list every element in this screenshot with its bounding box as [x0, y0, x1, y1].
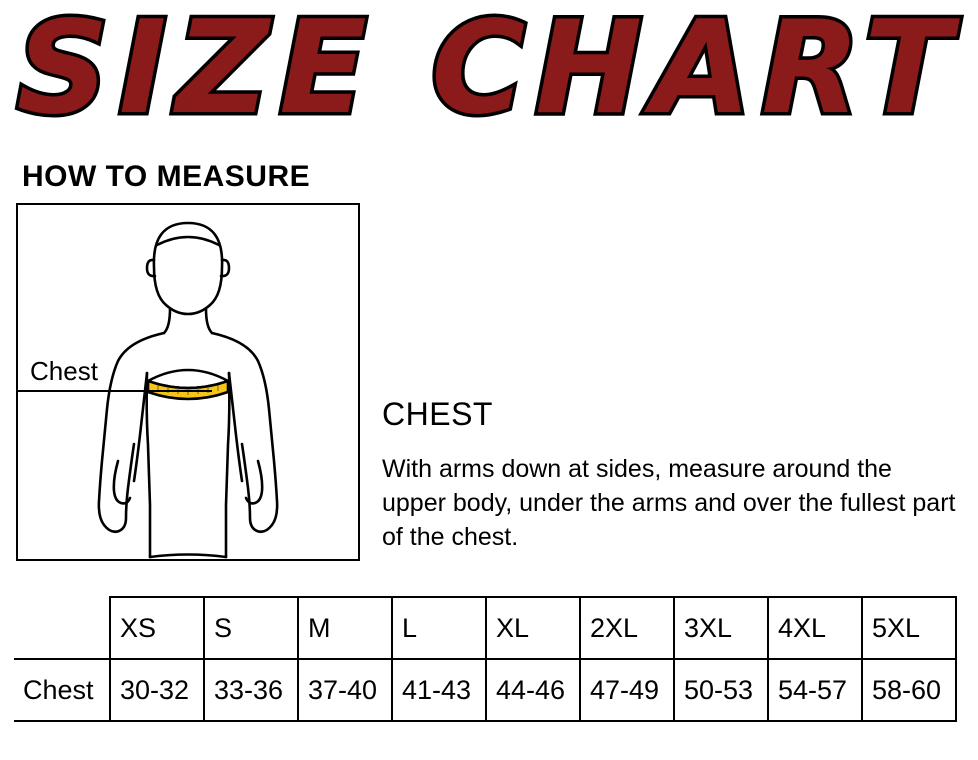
size-header-l: L [392, 597, 486, 659]
table-row-sizes [14, 597, 956, 659]
chest-value-3xl: 50-53 [674, 659, 768, 721]
chest-value-4xl: 54-57 [768, 659, 862, 721]
size-header-xs: XS [110, 597, 204, 659]
table-corner-blank [14, 597, 110, 659]
how-to-measure-heading: HOW TO MEASURE [22, 160, 311, 193]
chest-value-5xl: 58-60 [862, 659, 956, 721]
size-header-xl: XL [486, 597, 580, 659]
table-row-label-chest: Chest [14, 659, 110, 721]
table-row-chest [14, 659, 956, 721]
chest-value-xs: 30-32 [110, 659, 204, 721]
chest-value-xl: 44-46 [486, 659, 580, 721]
size-header-m: M [298, 597, 392, 659]
chest-value-s: 33-36 [204, 659, 298, 721]
chest-value-m: 37-40 [298, 659, 392, 721]
size-header-2xl: 2XL [580, 597, 674, 659]
size-header-s: S [204, 597, 298, 659]
chest-leader-line [16, 390, 212, 392]
size-header-4xl: 4XL [768, 597, 862, 659]
size-header-5xl: 5XL [862, 597, 956, 659]
page-title [0, 0, 978, 150]
size-table [14, 596, 957, 722]
chest-value-2xl: 47-49 [580, 659, 674, 721]
description-title: CHEST [382, 396, 493, 432]
chest-value-l: 41-43 [392, 659, 486, 721]
page-title-text: SIZE CHART [16, 0, 962, 143]
chest-measure-label: Chest [30, 356, 98, 386]
description-body: With arms down at sides, measure around the upper body, under the arms and over the fullest part of the chest. [382, 455, 956, 551]
size-header-3xl: 3XL [674, 597, 768, 659]
tape-measure [148, 370, 228, 399]
